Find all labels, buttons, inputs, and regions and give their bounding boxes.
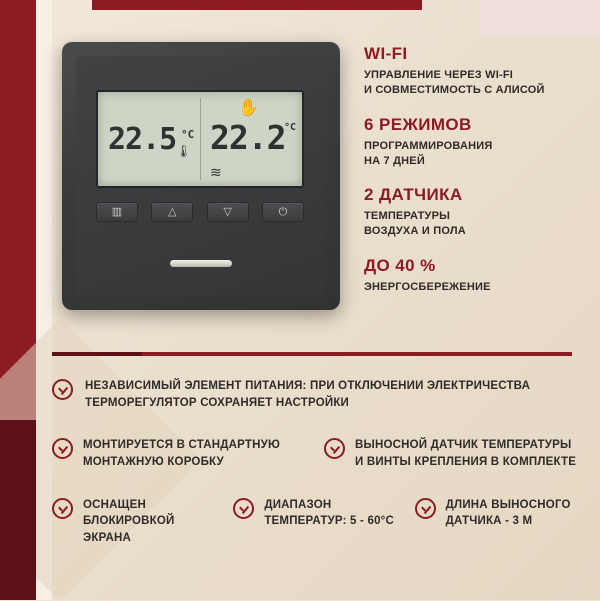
bullet-text: ДЛИНА ВЫНОСНОГО ДАТЧИКА - 3 М bbox=[445, 498, 571, 528]
feature-line: ВОЗДУХА И ПОЛА bbox=[364, 225, 466, 238]
bottom-left-block bbox=[0, 420, 36, 600]
feature-title: 2 ДАТЧИКА bbox=[364, 185, 463, 205]
thermostat-product-image bbox=[62, 42, 340, 310]
bullet-row-3 bbox=[52, 497, 582, 547]
feature-line: И СОВМЕСТИМОСТЬ С АЛИСОЙ bbox=[364, 83, 545, 96]
top-right-block bbox=[480, 0, 600, 36]
thermostat-lcd-screen bbox=[96, 90, 304, 188]
current-temperature-value: 22.5 bbox=[108, 122, 177, 157]
heating-wave-icon: ≋ bbox=[210, 164, 222, 180]
feature-line: ТЕМПЕРАТУРЫ bbox=[364, 210, 451, 223]
top-accent-stripe bbox=[92, 0, 422, 10]
hand-icon: ✋ bbox=[238, 98, 260, 117]
feature-line: НА 7 ДНЕЙ bbox=[364, 154, 425, 167]
bullet-text: ОСНАЩЕН БЛОКИРОВКОЙ ЭКРАНА bbox=[83, 498, 175, 545]
check-icon bbox=[52, 498, 73, 519]
current-temperature-unit: °C bbox=[181, 128, 195, 141]
thermostat-body bbox=[62, 42, 340, 310]
bullet-item-screen-lock bbox=[52, 497, 219, 547]
feature-title: ДО 40 % bbox=[364, 256, 436, 276]
horizontal-divider-dark bbox=[52, 352, 142, 356]
up-button[interactable]: △ bbox=[151, 202, 193, 222]
bullet-item-sensor-length bbox=[415, 497, 582, 547]
bullet-item-temp-range bbox=[233, 497, 400, 547]
bullet-text: ДИАПАЗОН ТЕМПЕРАТУР: 5 - 60°C bbox=[264, 498, 394, 528]
feature-sensors bbox=[364, 185, 589, 239]
feature-line: УПРАВЛЕНИЕ ЧЕРЕЗ WI-FI bbox=[364, 69, 513, 81]
bullet-row-2 bbox=[52, 437, 582, 470]
check-icon bbox=[415, 498, 436, 519]
thermometer-icon: 🌡 bbox=[176, 144, 192, 158]
feature-wifi bbox=[364, 44, 589, 98]
target-temperature-value: 22.2 bbox=[210, 118, 286, 157]
book-button[interactable]: ▥ bbox=[96, 202, 138, 222]
screen-divider bbox=[200, 98, 201, 180]
check-icon bbox=[52, 438, 73, 459]
bullet-item-battery bbox=[52, 378, 582, 411]
bullet-text: НЕЗАВИСИМЫЙ ЭЛЕМЕНТ ПИТАНИЯ: ПРИ ОТКЛЮЧЕНИИ ЭЛЕКТРИЧЕСТВА ТЕРМОРЕГУЛЯТОР СОХРАНЯЕТ НАСТРОЙКИ bbox=[85, 380, 531, 409]
feature-line: ЭНЕРГОСБЕРЕЖЕНИЕ bbox=[364, 281, 491, 294]
feature-title: WI-FI bbox=[364, 44, 408, 63]
feature-modes bbox=[364, 115, 589, 169]
bullet-item-remote-sensor bbox=[324, 437, 582, 470]
check-icon bbox=[233, 498, 254, 519]
feature-title: 6 РЕЖИМОВ bbox=[364, 114, 472, 134]
feature-line: ПРОГРАММИРОВАНИЯ bbox=[364, 139, 493, 152]
power-button[interactable]: ⏻ bbox=[262, 202, 304, 222]
check-icon bbox=[52, 379, 73, 400]
feature-energy-saving bbox=[364, 256, 589, 295]
target-temperature-unit: °C bbox=[284, 122, 297, 133]
thermostat-button-row bbox=[96, 202, 304, 222]
feature-list bbox=[364, 44, 589, 312]
bullet-item-mounting bbox=[52, 437, 310, 470]
bullet-section bbox=[52, 378, 582, 547]
check-icon bbox=[324, 438, 345, 459]
status-led bbox=[170, 260, 232, 267]
down-button[interactable]: ▽ bbox=[207, 202, 249, 222]
bullet-text: ВЫНОСНОЙ ДАТЧИК ТЕМПЕРАТУРЫ И ВИНТЫ КРЕПЛЕНИЯ В КОМПЛЕКТЕ bbox=[355, 439, 577, 469]
bullet-text: МОНТИРУЕТСЯ В СТАНДАРТНУЮ МОНТАЖНУЮ КОРОБКУ bbox=[83, 439, 281, 469]
